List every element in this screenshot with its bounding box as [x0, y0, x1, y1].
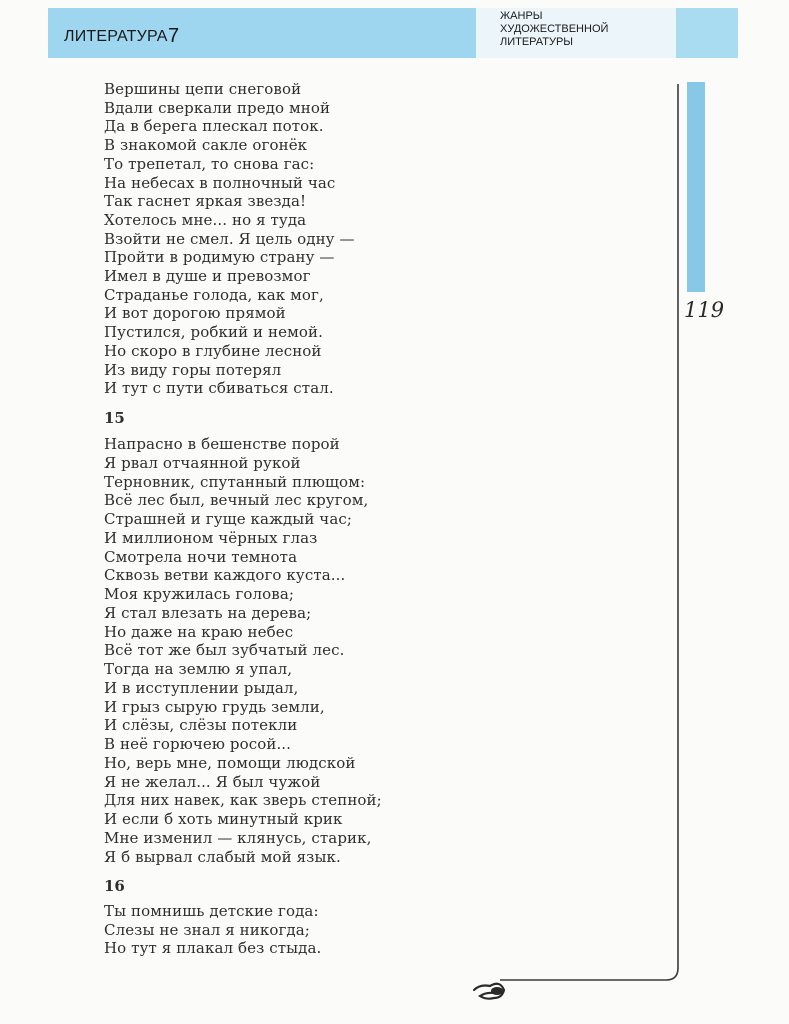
- poem-line: Имел в душе и превозмог: [104, 267, 311, 285]
- grade-number: 7: [168, 25, 180, 47]
- poem-line: Вершины цепи снеговой: [104, 80, 302, 98]
- poem-line: Смотрела ночи темнота: [104, 547, 298, 566]
- poem-line: Всё лес был, вечный лес кругом,: [104, 491, 369, 510]
- poem-line: Слезы не знал я никогда;: [104, 920, 310, 939]
- poem-line: Напрасно в бешенстве порой: [104, 435, 340, 453]
- poem-line: Страшней и гуще каждый час;: [104, 510, 353, 528]
- poem-line: На небесах в полночный час: [104, 173, 336, 192]
- poem-line: Страданье голода, как мог,: [104, 285, 324, 304]
- poem-line: То трепетал, то снова гас:: [104, 154, 315, 173]
- poem-line: Я не желал... Я был чужой: [104, 772, 321, 791]
- poem-line: Всё тот же был зубчатый лес.: [104, 641, 345, 660]
- poem-line: Я б вырвал слабый мой язык.: [104, 847, 341, 866]
- poem-line: Из виду горы потерял: [104, 360, 282, 379]
- poem-line: И если б хоть минутный крик: [104, 810, 343, 828]
- poem-line: В знакомой сакле огонёк: [104, 136, 308, 155]
- poem-line: В неё горючею росой...: [104, 735, 292, 753]
- poem-line: Я рвал отчаянной рукой: [104, 453, 301, 472]
- poem-line: Но скоро в глубине лесной: [104, 341, 322, 360]
- poem-line: И тут с пути сбиваться стал.: [104, 379, 334, 398]
- poem-line: Моя кружилась голова;: [104, 585, 295, 603]
- poem-line: Так гаснет яркая звезда!: [104, 192, 307, 211]
- poem-line: И слёзы, слёзы потекли: [104, 716, 298, 735]
- bracket-line: [500, 84, 678, 980]
- section-title-line: ХУДОЖЕСТВЕННОЙ: [500, 23, 609, 35]
- stanza-number: 15: [104, 409, 125, 427]
- poem-line: И грыз сырую грудь земли,: [104, 697, 325, 716]
- poem-line: Терновник, спутанный плющом:: [104, 472, 366, 491]
- poem-line: Но тут я плакал без стыда.: [104, 939, 322, 958]
- poem-line: Но, верь мне, помощи людской: [104, 753, 356, 772]
- page-number: 119: [684, 298, 725, 322]
- poem-line: Но даже на краю небес: [104, 622, 294, 641]
- ornament-icon: [474, 984, 504, 999]
- poem-line: Да в берега плескал поток.: [104, 117, 324, 136]
- poem-line: Мне изменил — клянусь, старик,: [104, 828, 372, 847]
- stanza-number: 16: [104, 877, 125, 895]
- poem-line: Пройти в родимую страну —: [104, 248, 335, 267]
- poem-line: Пустился, робкий и немой.: [104, 323, 323, 342]
- section-title-line: ЛИТЕРАТУРЫ: [500, 36, 574, 48]
- poem-line: Тогда на землю я упал,: [104, 660, 293, 678]
- section-title-line: ЖАНРЫ: [500, 10, 543, 22]
- subject-title: ЛИТЕРАТУРА: [64, 28, 168, 45]
- poem-line: Я стал влезать на дерева;: [104, 603, 312, 622]
- poem-line: И миллионом чёрных глаз: [104, 528, 318, 547]
- poem-line: Хотелось мне... но я туда: [104, 210, 307, 229]
- poem-line: Для них навек, как зверь степной;: [104, 791, 382, 810]
- poem-line: И в исступлении рыдал,: [104, 678, 299, 697]
- poem-line: Сквозь ветви каждого куста...: [104, 566, 346, 585]
- poem-line: И вот дорогою прямой: [104, 304, 286, 323]
- poem-line: Взойти не смел. Я цель одну —: [104, 229, 355, 248]
- poem-line: Вдали сверкали предо мной: [104, 98, 331, 117]
- poem-line: Ты помнишь детские года:: [104, 902, 319, 920]
